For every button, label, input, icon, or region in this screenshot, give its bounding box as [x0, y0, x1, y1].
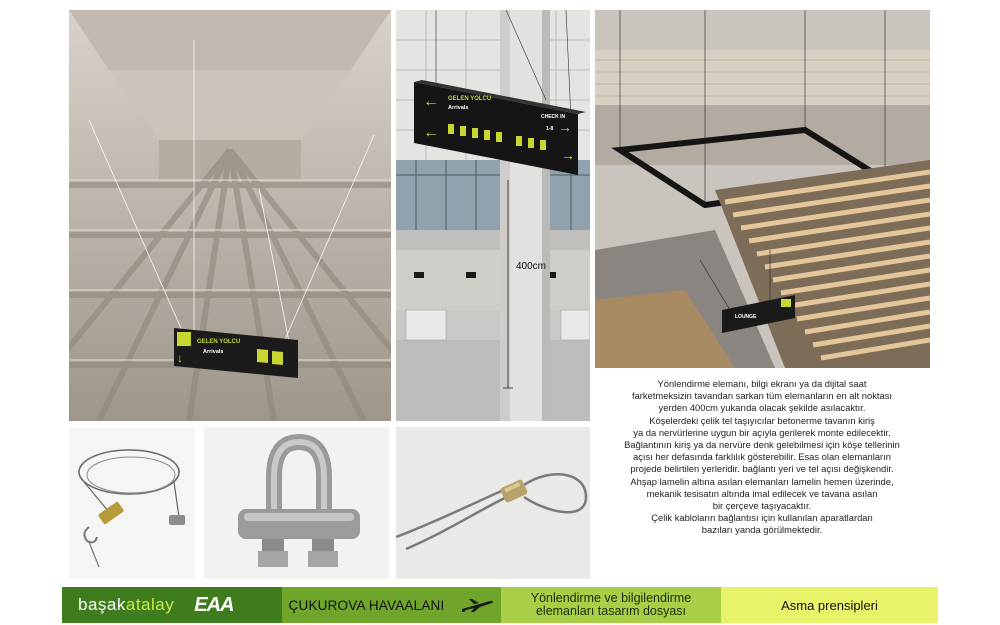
- description-line: ya da nervürlerine uygun bir açıyla gerilerek monte edilecektir.: [633, 426, 891, 438]
- ceiling-render: [69, 10, 391, 421]
- ceiling-sign-subtitle: Arrivals: [203, 349, 224, 355]
- document-title-line2: elemanları tasarım dosyası: [535, 604, 687, 618]
- cable-loop-icon: [396, 427, 590, 579]
- ceiling-sign-title: GELEN YOLCU: [197, 339, 241, 345]
- arrow-left-icon-2: ←: [423, 124, 439, 141]
- section-title: Asma prensipleri: [781, 597, 878, 613]
- description-line: projede belirtilen yerleridir. bağlantı yeri ve tel açısı değişkendir.: [630, 463, 894, 475]
- lamella-sign-label: LOUNGE: [735, 314, 757, 320]
- wire-clip-photo: [204, 427, 389, 579]
- lamella-render: [595, 10, 930, 368]
- arrow-left-icon: ←: [423, 93, 439, 110]
- description-line: mekanik tesisatın altında imal edilecek ve tavana asılan: [646, 487, 878, 499]
- footer-document: [501, 587, 721, 623]
- terminal-illustration: [396, 10, 590, 421]
- cable-hook-icon: [69, 427, 195, 579]
- terminal-render: [396, 10, 590, 421]
- checkin-range: 1-8: [546, 126, 554, 132]
- terminal-sign-title: GELEN YOLCU: [448, 96, 492, 102]
- airplane-icon: [460, 597, 494, 613]
- description-line: Bağlantının kiriş ya da nervüre denk gelebilmesi için köşe tellerinin: [624, 439, 900, 451]
- arrow-right-icon-2: →: [561, 147, 575, 163]
- cable-hook-photo: [69, 427, 195, 579]
- airport-name: ÇUKUROVA HAVAALANI: [288, 597, 445, 613]
- description-line: Yönlendirme elemanı, bilgi ekranı ya da dijital saat: [657, 378, 867, 389]
- arrow-right-icon: →: [558, 119, 572, 135]
- height-label: 400cm: [516, 261, 547, 272]
- eaa-logo: EAA: [194, 593, 234, 616]
- brand-prefix: başak: [78, 595, 126, 614]
- description-line: bir çerçeve taşıyacaktır.: [712, 500, 812, 512]
- principles-description: [597, 378, 927, 574]
- footer-bar: [62, 587, 938, 623]
- lamella-illustration: [595, 10, 930, 368]
- checkin-label: CHECK IN: [541, 114, 566, 120]
- description-line: Çelik kabloların bağlantısı için kullanılan aparatlardan: [651, 512, 873, 524]
- document-title-line1: Yönlendirme ve bilgilendirme: [530, 591, 692, 605]
- footer-airport: [282, 587, 501, 623]
- description-line: yerden 400cm yukarıda olacak şekilde asılacaktır.: [658, 402, 866, 414]
- arrow-down-icon: ↓: [177, 351, 183, 365]
- description-line: Köşelerdeki çelik tel taşıyıcılar betonerme tavanın kiriş: [649, 414, 875, 426]
- terminal-sign-subtitle: Arrivals: [448, 105, 469, 111]
- description-line: bazıları yanda görülmektedir.: [701, 524, 823, 536]
- cable-loop-photo: [396, 427, 590, 579]
- brand-name: [78, 595, 174, 615]
- wire-clip-icon: [204, 427, 389, 579]
- description-line: farketmeksizin tavandan sarkan tüm elemanların en alt noktası: [631, 390, 893, 402]
- description-line: açısı her defasında farklılık gösterebilir. Esas olan elemanların: [633, 451, 891, 463]
- ceiling-illustration: [69, 10, 391, 421]
- description-line: Ahşap lamelin altına asılan elemanları lamelin hemen üzerinde,: [630, 475, 894, 487]
- brand-suffix: atalay: [125, 595, 175, 614]
- footer-section: [721, 587, 938, 623]
- footer-brand: [62, 587, 282, 623]
